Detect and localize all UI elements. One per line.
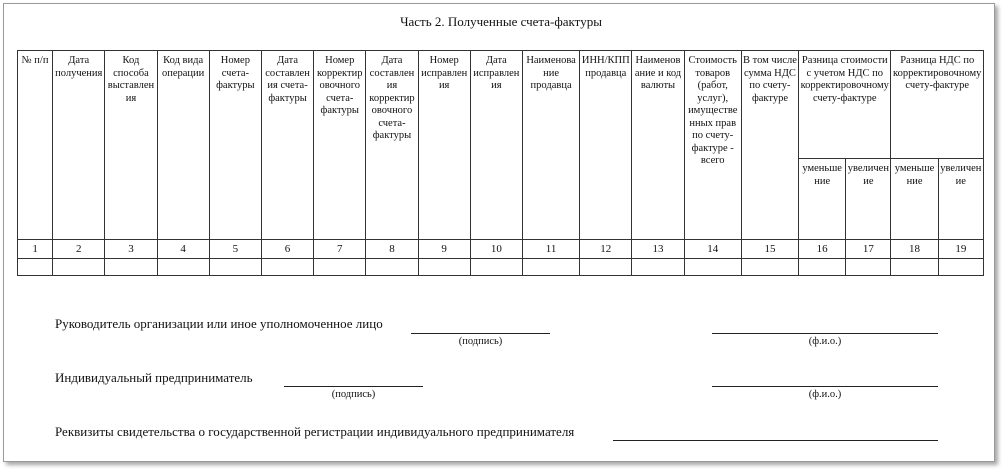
table-cell[interactable] <box>470 259 522 276</box>
table-cell[interactable] <box>580 259 632 276</box>
col-header: Дата составления счета-фактуры <box>261 51 313 240</box>
column-number: 3 <box>105 240 157 259</box>
table-cell[interactable] <box>105 259 157 276</box>
col-header: В том числе сумма НДС по счету-фактуре <box>741 51 798 240</box>
table-cell[interactable] <box>18 259 53 276</box>
column-number: 5 <box>209 240 261 259</box>
entrepreneur-label: Индивидуальный предприниматель <box>55 370 253 385</box>
head-name-line[interactable] <box>712 333 938 334</box>
col-header: Код вида операции <box>157 51 209 240</box>
col-header: Дата исправления <box>470 51 522 240</box>
column-number: 10 <box>470 240 522 259</box>
entrepreneur-signature-line[interactable] <box>284 386 423 387</box>
column-number: 16 <box>799 240 846 259</box>
column-number: 13 <box>632 240 684 259</box>
table-cell[interactable] <box>938 259 983 276</box>
table-cell[interactable] <box>366 259 418 276</box>
column-number: 2 <box>53 240 105 259</box>
column-number: 4 <box>157 240 209 259</box>
col-header: Код способа выставления <box>105 51 157 240</box>
group-header: Разница НДС по корректировочному счету-фактуре <box>891 51 984 159</box>
table-cell[interactable] <box>314 259 366 276</box>
head-label: Руководитель организации или иное уполномоченное лицо <box>55 316 383 331</box>
entrepreneur-signature-caption: (подпись) <box>331 389 376 400</box>
column-number: 19 <box>938 240 983 259</box>
table-cell[interactable] <box>741 259 798 276</box>
column-number: 9 <box>418 240 470 259</box>
col-header: Стоимость товаров (работ, услуг), имущественных прав по счету-фактуре - всего <box>684 51 741 240</box>
invoice-table <box>17 50 984 276</box>
column-number: 17 <box>846 240 891 259</box>
registration-label: Реквизиты свидетельства о государственной регистрации индивидуального предпринимателя <box>55 424 575 439</box>
head-signature-caption: (подпись) <box>458 336 503 347</box>
col-header: Номер исправления <box>418 51 470 240</box>
column-number: 11 <box>522 240 579 259</box>
col-header: Дата получения <box>53 51 105 240</box>
col-header: ИНН/КПП продавца <box>580 51 632 240</box>
table-cell[interactable] <box>632 259 684 276</box>
sub-header: увеличение <box>846 159 891 240</box>
entrepreneur-name-caption: (ф.и.о.) <box>808 389 842 400</box>
group-header: Разница стоимости с учетом НДС по корректировочному счету-фактуре <box>799 51 891 159</box>
col-header: Номер счета-фактуры <box>209 51 261 240</box>
registration-line[interactable] <box>613 440 938 441</box>
column-number: 7 <box>314 240 366 259</box>
col-header: Наименование и код валюты <box>632 51 684 240</box>
table-cell[interactable] <box>157 259 209 276</box>
column-number: 8 <box>366 240 418 259</box>
col-header: Номер корректировочного счета-фактуры <box>314 51 366 240</box>
col-header: № п/п <box>18 51 53 240</box>
column-number: 14 <box>684 240 741 259</box>
table-cell[interactable] <box>846 259 891 276</box>
table-cell[interactable] <box>209 259 261 276</box>
table-cell[interactable] <box>684 259 741 276</box>
sub-header: уменьшение <box>799 159 846 240</box>
column-number: 1 <box>18 240 53 259</box>
col-header: Наименование продавца <box>522 51 579 240</box>
col-header: Дата составления корректировочного счета-фактуры <box>366 51 418 240</box>
head-signature-line[interactable] <box>411 333 550 334</box>
column-number: 12 <box>580 240 632 259</box>
sub-header: уменьшение <box>891 159 938 240</box>
table-cell[interactable] <box>418 259 470 276</box>
column-number: 15 <box>741 240 798 259</box>
table-cell[interactable] <box>261 259 313 276</box>
column-number-row <box>18 240 984 259</box>
table-cell[interactable] <box>799 259 846 276</box>
column-number: 6 <box>261 240 313 259</box>
sub-header: увеличение <box>938 159 983 240</box>
entrepreneur-name-line[interactable] <box>712 386 938 387</box>
page-title: Часть 2. Полученные счета-фактуры <box>400 14 602 29</box>
head-name-caption: (ф.и.о.) <box>808 336 842 347</box>
table-cell[interactable] <box>891 259 938 276</box>
table-row <box>18 259 984 276</box>
table-cell[interactable] <box>53 259 105 276</box>
table-cell[interactable] <box>522 259 579 276</box>
column-number: 18 <box>891 240 938 259</box>
